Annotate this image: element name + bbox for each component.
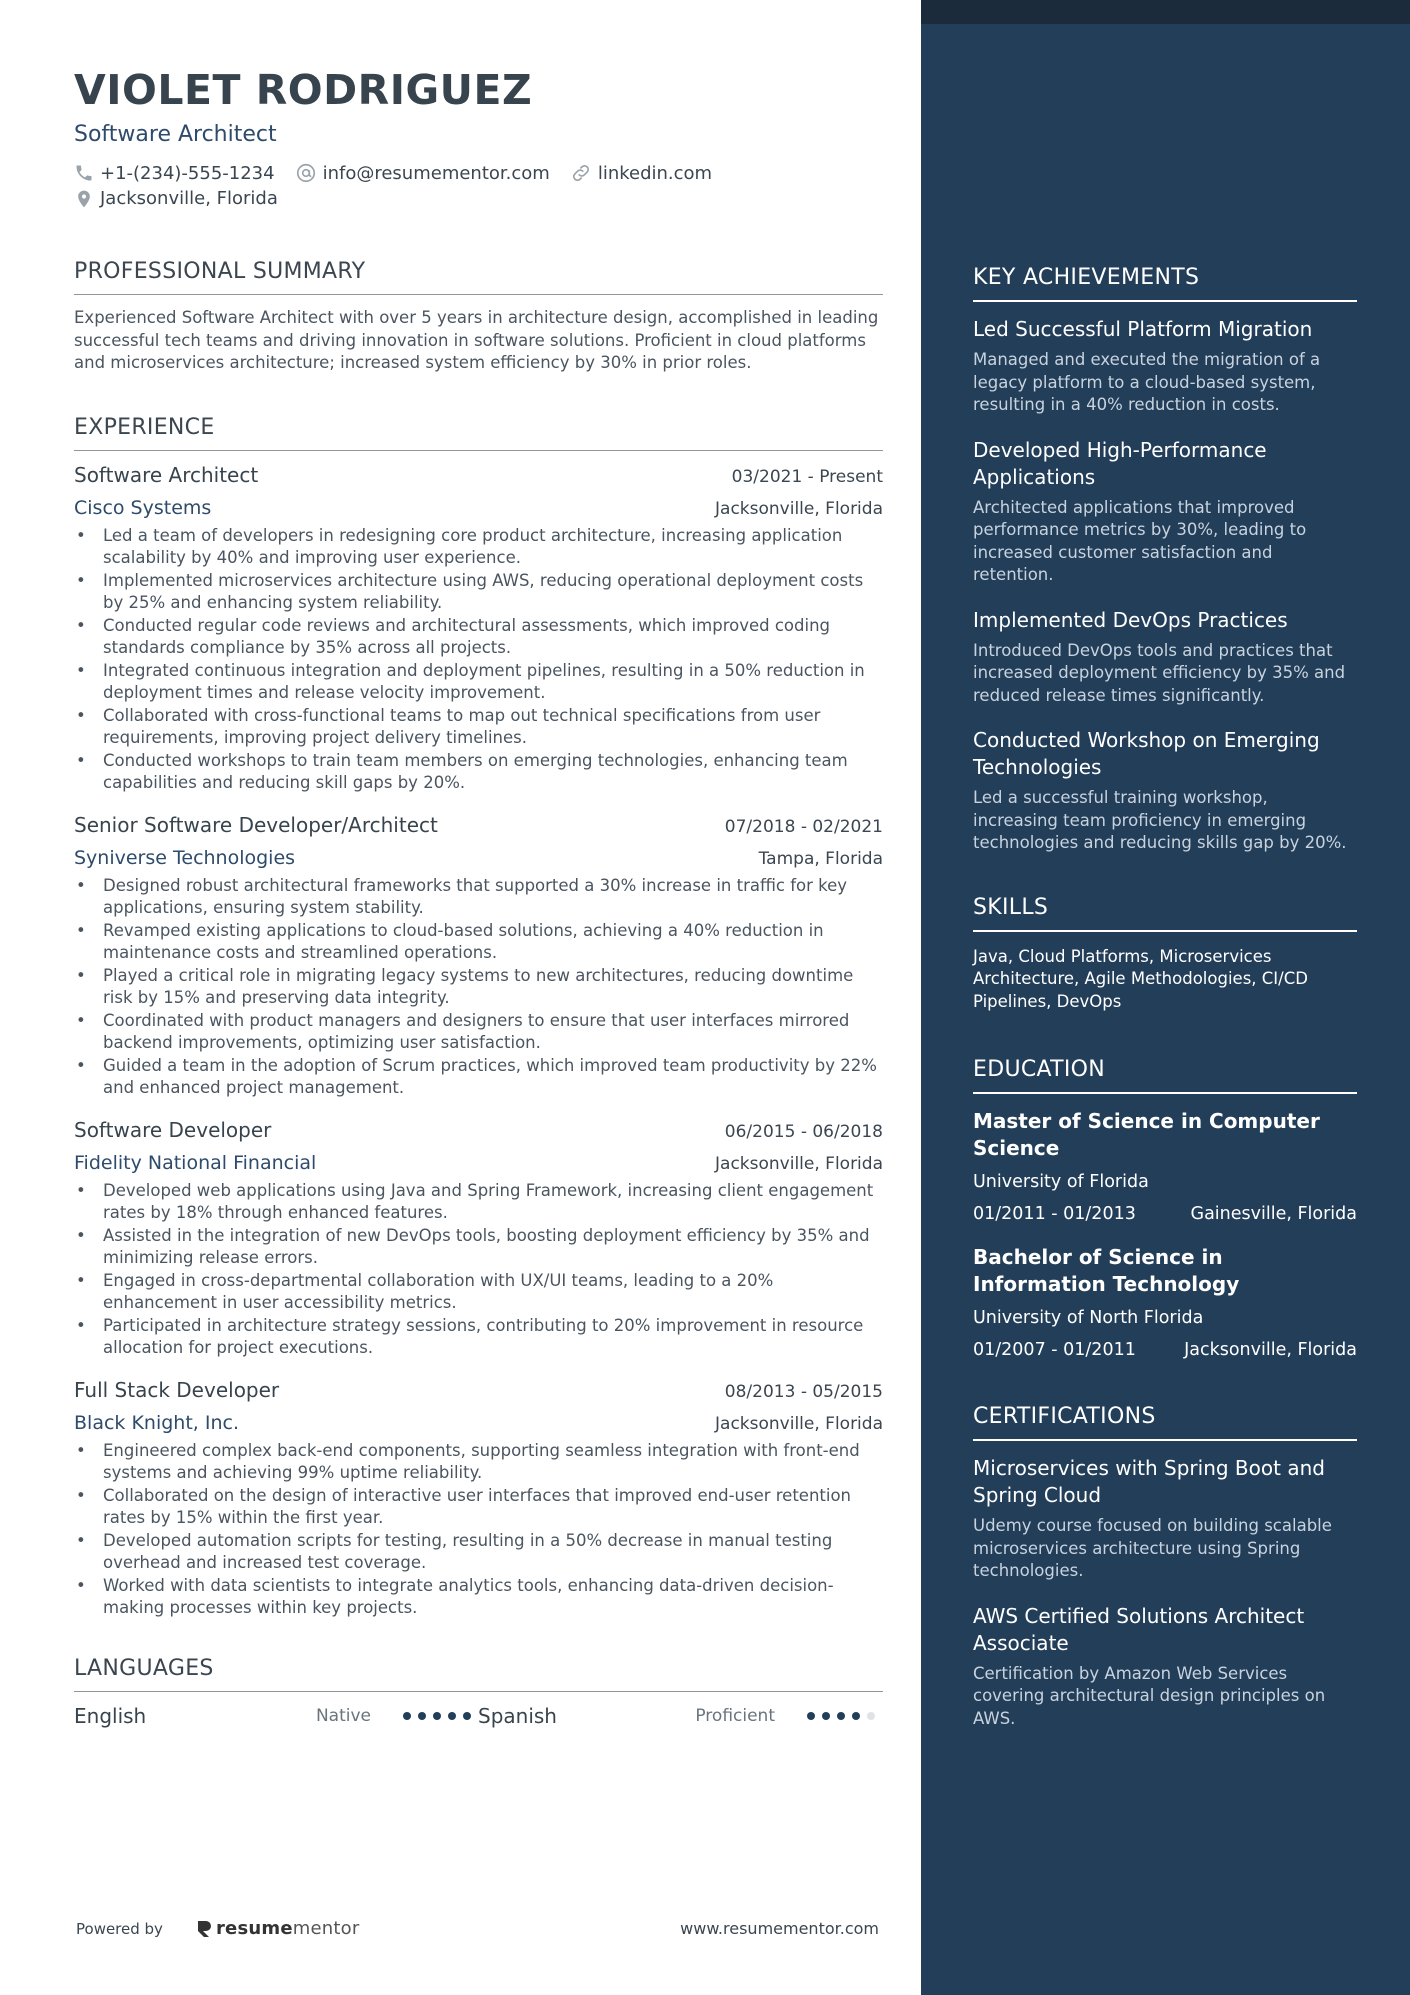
certifications-section [973, 1404, 1357, 1730]
certifications-heading: CERTIFICATIONS [973, 1404, 1357, 1441]
job-company: Syniverse Technologies [74, 846, 296, 869]
powered-by-label: Powered by [76, 1919, 163, 1938]
education-location: Jacksonville, Florida [1184, 1340, 1357, 1360]
job-subheader [74, 847, 883, 869]
education-school: University of North Florida [973, 1308, 1204, 1328]
job-location: Tampa, Florida [758, 848, 883, 869]
rating-dot-filled [822, 1712, 830, 1720]
achievement-item [973, 437, 1357, 587]
website-link[interactable]: www.resumementor.com [680, 1919, 879, 1938]
job-bullet: • Assisted in the integration of new DevOps tools, boosting deployment efficiency by 35% and minimizing release errors. [74, 1225, 883, 1270]
contact-location [74, 188, 278, 209]
job-bullet: • Developed web applications using Java and Spring Framework, increasing client engagement rates by 18% through enhanced features. [74, 1180, 883, 1225]
job-dates: 08/2013 - 05/2015 [724, 1381, 883, 1402]
job-company: Cisco Systems [74, 496, 212, 519]
job-bullet: • Played a critical role in migrating legacy systems to new architectures, reducing downtime risk by 15% and preserving data integrity. [74, 965, 883, 1010]
job-dates: 06/2015 - 06/2018 [724, 1121, 883, 1142]
brand-strong: resume [215, 1918, 293, 1939]
sidebar [921, 0, 1410, 1995]
achievement-desc: Architected applications that improved performance metrics by 30%, leading to increased customer satisfaction and retention. [973, 497, 1307, 584]
education-heading: EDUCATION [973, 1057, 1357, 1094]
at-icon [295, 162, 317, 184]
achievement-item [973, 316, 1357, 417]
sidebar-top-band [921, 0, 1410, 24]
job-header [74, 813, 883, 837]
job-header [74, 463, 883, 487]
job-list [74, 463, 883, 1620]
language-item [478, 1704, 882, 1728]
achievement-desc: Introduced DevOps tools and practices that increased deployment efficiency by 35% and reduced release times significantly. [973, 640, 1346, 705]
job-bullet: • Implemented microservices architecture using AWS, reducing operational deployment costs by 25% and enhancing system reliability. [74, 570, 883, 615]
job-subheader [74, 1412, 883, 1434]
rating-dot-filled [837, 1712, 845, 1720]
job-role: Senior Software Developer/Architect [74, 812, 438, 837]
rating-dot-filled [403, 1712, 411, 1720]
language-level: Native [315, 1705, 371, 1726]
rating-dot-filled [418, 1712, 426, 1720]
job-location: Jacksonville, Florida [715, 1153, 883, 1174]
summary-section [74, 259, 883, 375]
brand-light: mentor [292, 1918, 360, 1939]
experience-section [74, 415, 883, 1620]
job-entry [74, 1378, 883, 1620]
education-degree: Bachelor of Science in Information Technology [973, 1245, 1240, 1296]
education-location: Gainesville, Florida [1190, 1204, 1357, 1224]
contact-row-location [74, 188, 883, 209]
certification-item [973, 1603, 1357, 1731]
resumementor-logo-icon [195, 1919, 213, 1939]
education-section [973, 1057, 1357, 1360]
languages-heading: LANGUAGES [74, 1656, 883, 1692]
job-entry [74, 463, 883, 795]
certification-title: AWS Certified Solutions Architect Associate [973, 1603, 1305, 1655]
email-text[interactable]: info@resumementor.com [322, 162, 550, 184]
job-header [74, 1378, 883, 1402]
phone-text: +1-(234)-555-1234 [100, 162, 275, 184]
rating-dot-filled [463, 1712, 471, 1720]
achievement-item [973, 607, 1357, 708]
job-bullet: • Engaged in cross-departmental collaboration with UX/UI teams, leading to a 20% enhancement in user accessibility metrics. [74, 1270, 883, 1315]
language-name: Spanish [478, 1703, 557, 1728]
job-role: Software Developer [74, 1117, 272, 1142]
job-bullets [74, 1440, 883, 1620]
education-list [973, 1108, 1357, 1360]
job-bullet: • Integrated continuous integration and deployment pipelines, resulting in a 50% reduction in deployment times and release velocity improvement. [74, 660, 883, 705]
achievement-title: Implemented DevOps Practices [973, 607, 1288, 632]
job-bullet: • Coordinated with product managers and designers to ensure that user interfaces mirrored backend improvements, optimizing user satisfaction. [74, 1010, 883, 1055]
contact-row [74, 162, 883, 184]
job-bullets [74, 875, 883, 1100]
brand-logo[interactable] [195, 1918, 359, 1939]
job-bullet: • Conducted workshops to train team members on emerging technologies, enhancing team capabilities and reducing skill gaps by 20%. [74, 750, 883, 795]
rating-dot-empty [867, 1712, 875, 1720]
job-bullet: • Participated in architecture strategy sessions, contributing to 20% improvement in resource allocation for project executions. [74, 1315, 883, 1360]
achievement-title: Developed High-Performance Applications [973, 437, 1267, 489]
achievements-section [973, 265, 1357, 855]
achievement-desc: Managed and executed the migration of a legacy platform to a cloud-based system, resulting in a 40% reduction in costs. [973, 350, 1321, 414]
education-item [973, 1244, 1357, 1360]
job-bullets [74, 1180, 883, 1360]
contact-phone [74, 163, 275, 184]
language-rating [807, 1712, 882, 1720]
education-meta [973, 1340, 1357, 1360]
language-rating [403, 1712, 478, 1720]
achievement-desc: Led a successful training workshop, increasing team proficiency in emerging technologies and reducing skills gap by 20%. [973, 788, 1347, 852]
education-degree: Master of Science in Computer Science [973, 1109, 1320, 1160]
job-bullet: • Worked with data scientists to integrate analytics tools, enhancing data-driven decision-making processes within key projects. [74, 1575, 883, 1620]
education-item [973, 1108, 1357, 1224]
rating-dot-filled [852, 1712, 860, 1720]
certification-title: Microservices with Spring Boot and Spring Cloud [973, 1456, 1325, 1507]
job-bullet: • Developed automation scripts for testing, resulting in a 50% decrease in manual testing overhead and increased test coverage. [74, 1530, 883, 1575]
main-column [74, 60, 883, 1728]
experience-heading: EXPERIENCE [74, 415, 883, 451]
job-entry [74, 813, 883, 1100]
contact-linkedin[interactable] [570, 162, 712, 184]
achievements-heading: KEY ACHIEVEMENTS [973, 265, 1357, 302]
job-bullet: • Collaborated on the design of interactive user interfaces that improved end-user retention rates by 15% within the first year. [74, 1485, 883, 1530]
candidate-title: Software Architect [74, 122, 277, 147]
link-icon [570, 162, 592, 184]
languages-section [74, 1656, 883, 1728]
sidebar-content [973, 265, 1357, 1774]
education-meta [973, 1204, 1357, 1224]
skills-section [973, 895, 1357, 1014]
job-header [74, 1118, 883, 1142]
job-location: Jacksonville, Florida [715, 1413, 883, 1434]
job-entry [74, 1118, 883, 1360]
job-bullet: • Collaborated with cross-functional teams to map out technical specifications from user requirements, improving project delivery timelines. [74, 705, 883, 750]
achievement-title: Conducted Workshop on Emerging Technologies [973, 728, 1320, 779]
job-bullets [74, 525, 883, 795]
job-dates: 07/2018 - 02/2021 [724, 816, 883, 837]
education-school: University of Florida [973, 1172, 1149, 1192]
summary-text: Experienced Software Architect with over 5 years in architecture design, accomplished in leading successful tech teams and driving innovation in software solutions. Proficient in cloud platforms and microservices architecture; increased system efficiency by 30% in prior roles. [74, 308, 879, 372]
rating-dot-filled [807, 1712, 815, 1720]
job-dates: 03/2021 - Present [731, 466, 883, 487]
job-bullet: • Revamped existing applications to cloud-based solutions, achieving a 40% reduction in maintenance costs and streamlined operations. [74, 920, 883, 965]
certification-desc: Udemy course focused on building scalable microservices architecture using Spring technologies. [973, 1516, 1332, 1580]
language-level: Proficient [695, 1705, 775, 1726]
language-list [74, 1704, 883, 1728]
phone-icon [74, 163, 94, 183]
education-dates: 01/2007 - 01/2011 [973, 1340, 1136, 1360]
footer [76, 1918, 879, 1939]
job-bullet: • Guided a team in the adoption of Scrum practices, which improved team productivity by 22% and enhanced project management. [74, 1055, 883, 1100]
job-company: Fidelity National Financial [74, 1151, 317, 1174]
location-pin-icon [74, 189, 94, 209]
education-dates: 01/2011 - 01/2013 [973, 1204, 1136, 1224]
achievement-title: Led Successful Platform Migration [973, 317, 1313, 341]
powered-by [76, 1918, 359, 1939]
job-bullet: • Engineered complex back-end components, supporting seamless integration with front-end systems and achieving 99% uptime reliability. [74, 1440, 883, 1485]
job-role: Full Stack Developer [74, 1377, 280, 1402]
job-subheader [74, 1152, 883, 1174]
certification-desc: Certification by Amazon Web Services covering architectural design principles on AWS. [973, 1663, 1326, 1728]
job-subheader [74, 497, 883, 519]
rating-dot-filled [433, 1712, 441, 1720]
job-bullet: • Led a team of developers in redesigning core product architecture, increasing application scalability by 40% and improving user experience. [74, 525, 883, 570]
contact-email[interactable] [295, 162, 550, 184]
certification-item [973, 1455, 1357, 1583]
achievement-list [973, 316, 1357, 855]
job-location: Jacksonville, Florida [715, 498, 883, 519]
job-role: Software Architect [74, 462, 259, 487]
location-text: Jacksonville, Florida [100, 188, 278, 209]
language-name: English [74, 1703, 147, 1728]
language-item [74, 1704, 478, 1728]
rating-dot-filled [448, 1712, 456, 1720]
summary-heading: PROFESSIONAL SUMMARY [74, 259, 883, 295]
skills-text: Java, Cloud Platforms, Microservices Architecture, Agile Methodologies, CI/CD Pipelines, DevOps [973, 946, 1308, 1011]
job-company: Black Knight, Inc. [74, 1411, 239, 1434]
skills-heading: SKILLS [973, 895, 1357, 932]
job-bullet: • Conducted regular code reviews and architectural assessments, which improved coding standards compliance by 35% across all projects. [74, 615, 883, 660]
achievement-item [973, 727, 1357, 855]
candidate-name: VIOLET RODRIGUEZ [74, 66, 533, 114]
job-bullet: • Designed robust architectural frameworks that supported a 30% increase in traffic for key applications, ensuring system stability. [74, 875, 883, 920]
linkedin-text[interactable]: linkedin.com [597, 162, 713, 184]
certification-list [973, 1455, 1357, 1730]
